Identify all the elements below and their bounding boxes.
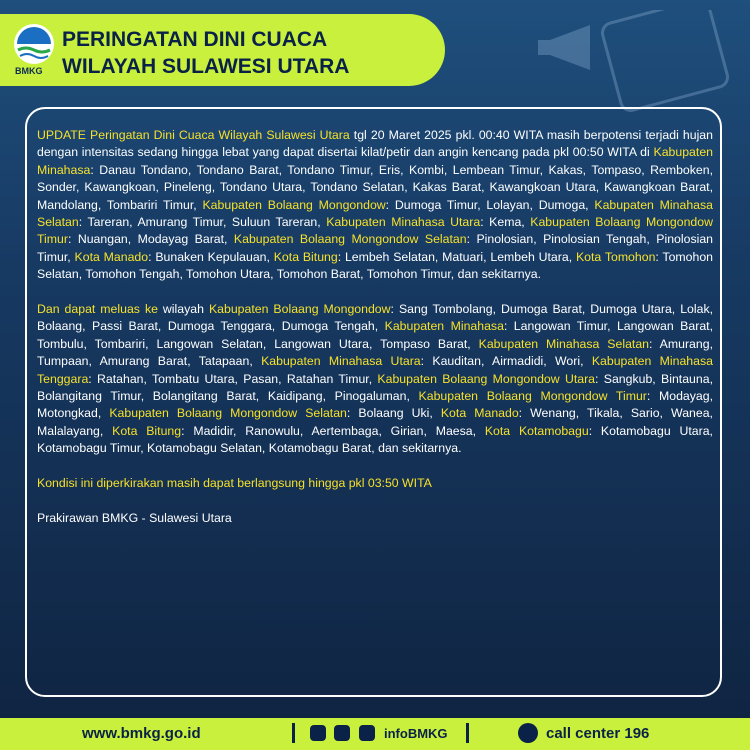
text-segment: : Sang Tombolang, Dumoga Barat, Dumoga Utara, Lolak, Bolaang, Passi Barat, Dumoga Tenggara, Dumoga Tengah, [37,302,714,334]
text-segment: : Kema, [480,215,531,230]
paragraph-main [37,127,713,284]
text-segment: : Pinolosian, Pinolosian Tengah, Pinolosian Timur, [37,232,714,264]
logo-text: BMKG [15,66,43,76]
region-highlight: Kota Kotamobagu [484,423,589,438]
text-segment: : Dumoga Timur, Lolayan, Dumoga, [385,197,595,212]
region-highlight: Kabupaten Minahasa Utara [261,354,421,369]
footer-bar [0,718,750,750]
text-segment: : Tomohon Selatan, Tomohon Tengah, Tomohon Utara, Tomohon Barat, Tomohon Timur, dan sekitarnya. [37,249,714,282]
text-segment: : Kauditan, Airmadidi, Wori, [420,354,592,369]
text-segment: : Bunaken Kepulauan, [148,249,274,264]
text-segment: : Ratahan, Tombatu Utara, Pasan, Ratahan Timur, [88,371,378,386]
text-segment: : Madidir, Ranowulu, Aertembaga, Girian, Maesa, [181,423,485,438]
region-highlight: Kabupaten Bolaang Mongondow Timur [418,389,647,404]
paragraph-duration [37,475,713,492]
region-highlight: Kabupaten Bolaang Mongondow Selatan [109,406,347,421]
paragraph-forecaster [37,510,713,527]
text-segment: : Modayag, Motongkad, [37,389,713,421]
paragraph-extension [37,301,713,458]
text-segment: : Amurang, Tumpaan, Amurang Barat, Tatapaan, [37,336,713,369]
twitter-icon[interactable] [310,725,326,741]
text-segment: wilayah [157,302,209,317]
text-segment: : Wenang, Tikala, Sario, Wanea, Malalayang, [37,406,713,438]
region-highlight: Kabupaten Minahasa Selatan [37,197,713,230]
region-highlight: Kabupaten Minahasa Selatan [478,336,650,351]
region-highlight: Dan dapat meluas ke [37,302,158,317]
region-highlight: Kota Tomohon [575,249,656,264]
region-highlight: Kabupaten Bolaang Mongondow [208,302,391,317]
title-line-2: WILAYAH SULAWESI UTARA [62,55,350,78]
region-highlight: Kota Bitung [273,249,338,264]
region-highlight: Kota Manado [440,406,519,421]
region-highlight: Kabupaten Bolaang Mongondow Utara [377,371,596,386]
text-segment: : Tareran, Amurang Timur, Suluun Tareran, [78,215,327,230]
divider [466,723,469,743]
youtube-icon[interactable] [359,725,375,741]
region-highlight: Kabupaten Bolaang Mongondow [202,197,386,212]
warning-text [37,127,713,545]
call-center: call center 196 [546,725,650,742]
region-highlight: Kabupaten Minahasa Utara [326,215,481,230]
region-highlight: Kota Manado [74,249,149,264]
text-segment: Prakirawan BMKG - Sulawesi Utara [37,510,232,525]
region-highlight: Kabupaten Minahasa [384,319,504,334]
website-link[interactable]: www.bmkg.go.id [82,725,201,742]
phone-icon [518,723,538,743]
page-title [62,26,349,80]
divider [292,723,295,743]
text-segment: : Bolaang Uki, [346,406,441,421]
text-segment: tgl 20 Maret 2025 pkl. 00:40 WITA masih berpotensi terjadi hujan dengan intensitas sedang hingga lebat yang dapat disertai kilat/petir dan angin kencang pada pkl 00:50 WITA di [37,128,713,160]
social-icons [310,724,379,742]
text-segment: : Langowan Timur, Langowan Barat, Tombulu, Tombariri, Langowan Selatan, Langowan Utara, Tompaso Barat, [37,319,713,351]
social-handle[interactable]: infoBMKG [384,726,448,741]
text-segment: : Danau Tondano, Tondano Barat, Tondano Timur, Eris, Kombi, Lembean Timur, Kakas, Tompaso, Remboken, Sonder, Kawangkoan, Pineleng, Tondano Utara, Tondano Selatan, Kakas Barat, Kawangkoan Utara, Kawangkoan Barat, Mandolang, Tombariri Timur, [37,162,713,212]
region-highlight: Kondisi ini diperkirakan masih dapat berlangsung hingga pkl 03:50 WITA [37,476,432,491]
header-banner [0,14,445,86]
text-segment: : Nuangan, Modayag Barat, [67,232,234,247]
text-segment: : Sangkub, Bintauna, Bolangitang Timur, Bolangitang Barat, Kaidipang, Pinogaluman, [37,371,713,404]
region-highlight: Kabupaten Minahasa [37,145,713,177]
megaphone-phone-illustration [490,10,730,120]
region-highlight: UPDATE Peringatan Dini Cuaca Wilayah Sulawesi Utara [37,128,350,142]
title-line-1: PERINGATAN DINI CUACA [62,28,328,51]
instagram-icon[interactable] [334,725,350,741]
text-segment: : Lembeh Selatan, Matuari, Lembeh Utara, [337,249,576,264]
region-highlight: Kabupaten Bolaang Mongondow Timur [37,215,713,247]
text-segment: : Kotamobagu Utara, Kotamobagu Timur, Kotamobagu Selatan, Kotamobagu Barat, dan sekitarnya. [37,423,713,456]
region-highlight: Kabupaten Bolaang Mongondow Selatan [233,232,467,247]
region-highlight: Kota Bitung [112,423,182,438]
region-highlight: Kabupaten Minahasa Tenggara [37,354,713,386]
